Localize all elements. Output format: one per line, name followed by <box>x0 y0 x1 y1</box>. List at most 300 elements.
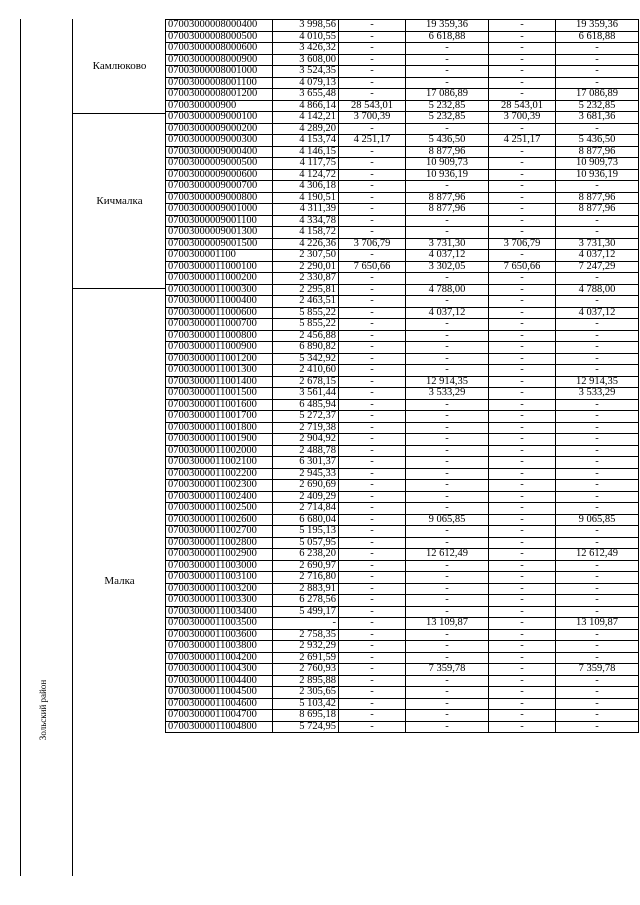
value-cell: - <box>406 66 489 78</box>
value-cell: - <box>406 227 489 239</box>
value-cell: - <box>339 572 406 584</box>
value-cell: - <box>489 43 556 55</box>
value-cell: - <box>556 560 639 572</box>
cadastral-code-cell: 07003000011001300 <box>166 365 273 377</box>
value-cell: - <box>556 54 639 66</box>
cadastral-code-cell: 07003000011002000 <box>166 445 273 457</box>
cadastral-code-cell: 07003000011000200 <box>166 273 273 285</box>
value-cell: 2 488,78 <box>273 445 339 457</box>
value-cell: 4 153,74 <box>273 135 339 147</box>
value-cell: 6 278,56 <box>273 595 339 607</box>
value-cell: - <box>339 158 406 170</box>
value-cell: - <box>489 146 556 158</box>
value-cell: 4 037,12 <box>556 250 639 262</box>
table-row <box>166 43 639 55</box>
value-cell: 4 037,12 <box>406 307 489 319</box>
table-row <box>166 135 639 147</box>
value-cell: 3 700,39 <box>339 112 406 124</box>
value-cell: - <box>406 595 489 607</box>
value-cell: - <box>556 595 639 607</box>
cadastral-code-cell: 07003000011000900 <box>166 342 273 354</box>
value-cell: 6 680,04 <box>273 514 339 526</box>
cadastral-code-cell: 07003000009000200 <box>166 123 273 135</box>
value-cell: 4 866,14 <box>273 100 339 112</box>
value-cell: - <box>339 77 406 89</box>
value-cell: 4 251,17 <box>489 135 556 147</box>
value-cell: - <box>339 595 406 607</box>
value-cell: - <box>339 388 406 400</box>
value-cell: 5 057,95 <box>273 537 339 549</box>
table-row <box>166 353 639 365</box>
value-cell: 7 359,78 <box>406 664 489 676</box>
value-cell: - <box>339 457 406 469</box>
cadastral-code-cell: 07003000011002700 <box>166 526 273 538</box>
value-cell: - <box>556 181 639 193</box>
cadastral-code-cell: 07003000011002600 <box>166 514 273 526</box>
value-cell: 13 109,87 <box>406 618 489 630</box>
value-cell: 12 914,35 <box>406 376 489 388</box>
value-cell: - <box>489 641 556 653</box>
value-cell: - <box>339 583 406 595</box>
value-cell: 4 226,36 <box>273 238 339 250</box>
value-cell: - <box>339 434 406 446</box>
value-cell: 4 124,72 <box>273 169 339 181</box>
value-cell: 9 065,85 <box>406 514 489 526</box>
value-cell: - <box>556 687 639 699</box>
table-row <box>166 629 639 641</box>
value-cell: - <box>556 721 639 733</box>
value-cell: - <box>406 537 489 549</box>
value-cell: 2 716,80 <box>273 572 339 584</box>
value-cell: - <box>556 330 639 342</box>
value-cell: - <box>339 20 406 32</box>
value-cell: 10 909,73 <box>556 158 639 170</box>
value-cell: - <box>406 342 489 354</box>
value-cell: 5 724,95 <box>273 721 339 733</box>
table-row <box>166 457 639 469</box>
value-cell: - <box>489 169 556 181</box>
value-cell: 5 855,22 <box>273 319 339 331</box>
value-cell: - <box>489 434 556 446</box>
table-row <box>166 606 639 618</box>
table-row <box>166 181 639 193</box>
value-cell: - <box>556 399 639 411</box>
cadastral-code-cell: 07003000011001500 <box>166 388 273 400</box>
value-cell: 2 895,88 <box>273 675 339 687</box>
value-cell: 4 788,00 <box>556 284 639 296</box>
value-cell: 5 232,85 <box>556 100 639 112</box>
value-cell: - <box>489 353 556 365</box>
value-cell: - <box>339 146 406 158</box>
cadastral-code-cell: 07003000011003000 <box>166 560 273 572</box>
cadastral-code-cell: 07003000011002300 <box>166 480 273 492</box>
value-cell: - <box>556 434 639 446</box>
table-row <box>166 618 639 630</box>
value-cell: - <box>273 618 339 630</box>
table-row <box>166 238 639 250</box>
data-table <box>165 19 639 733</box>
value-cell: 2 690,69 <box>273 480 339 492</box>
value-cell: 3 426,32 <box>273 43 339 55</box>
value-cell: 2 290,01 <box>273 261 339 273</box>
value-cell: - <box>406 572 489 584</box>
value-cell: - <box>489 330 556 342</box>
value-cell: - <box>556 422 639 434</box>
table-row <box>166 388 639 400</box>
value-cell: - <box>339 618 406 630</box>
value-cell: - <box>406 457 489 469</box>
value-cell: - <box>339 675 406 687</box>
table-row <box>166 583 639 595</box>
value-cell: - <box>406 319 489 331</box>
value-cell: - <box>489 526 556 538</box>
value-cell: - <box>489 503 556 515</box>
value-cell: 19 359,36 <box>406 20 489 32</box>
value-cell: 2 691,59 <box>273 652 339 664</box>
value-cell: - <box>556 43 639 55</box>
value-cell: 3 533,29 <box>556 388 639 400</box>
table-row <box>166 445 639 457</box>
value-cell: - <box>339 698 406 710</box>
value-cell: - <box>489 583 556 595</box>
value-cell: - <box>489 480 556 492</box>
table-row <box>166 526 639 538</box>
table-row <box>166 376 639 388</box>
value-cell: 5 195,13 <box>273 526 339 538</box>
table-row <box>166 123 639 135</box>
value-cell: 8 695,18 <box>273 710 339 722</box>
table-row <box>166 698 639 710</box>
value-cell: 2 456,88 <box>273 330 339 342</box>
value-cell: 7 650,66 <box>489 261 556 273</box>
cadastral-code-cell: 07003000011004400 <box>166 675 273 687</box>
value-cell: - <box>339 560 406 572</box>
value-cell: 8 877,96 <box>406 146 489 158</box>
cadastral-code-cell: 07003000009001000 <box>166 204 273 216</box>
table-row <box>166 342 639 354</box>
value-cell: - <box>556 445 639 457</box>
value-cell: - <box>339 526 406 538</box>
value-cell: - <box>489 491 556 503</box>
value-cell: - <box>556 227 639 239</box>
value-cell: 4 010,55 <box>273 31 339 43</box>
value-cell: 6 618,88 <box>556 31 639 43</box>
value-cell: - <box>339 491 406 503</box>
value-cell: 2 719,38 <box>273 422 339 434</box>
value-cell: - <box>489 89 556 101</box>
value-cell: 4 117,75 <box>273 158 339 170</box>
district-label <box>33 640 53 780</box>
value-cell: 2 945,33 <box>273 468 339 480</box>
value-cell: - <box>339 721 406 733</box>
cadastral-code-cell: 07003000009000700 <box>166 181 273 193</box>
value-cell: - <box>339 710 406 722</box>
value-cell: 12 612,49 <box>406 549 489 561</box>
value-cell: 5 436,50 <box>406 135 489 147</box>
value-cell: - <box>489 468 556 480</box>
value-cell: 3 302,05 <box>406 261 489 273</box>
value-cell: - <box>339 204 406 216</box>
value-cell: 4 037,12 <box>556 307 639 319</box>
value-cell: - <box>489 192 556 204</box>
value-cell: 2 678,15 <box>273 376 339 388</box>
cadastral-code-cell: 07003000009000100 <box>166 112 273 124</box>
value-cell: 2 463,51 <box>273 296 339 308</box>
value-cell: 10 936,19 <box>406 169 489 181</box>
value-cell: 9 065,85 <box>556 514 639 526</box>
value-cell: 2 883,91 <box>273 583 339 595</box>
value-cell: - <box>339 43 406 55</box>
cadastral-code-cell: 07003000009000800 <box>166 192 273 204</box>
value-cell: - <box>339 66 406 78</box>
value-cell: 8 877,96 <box>406 204 489 216</box>
value-cell: 4 788,00 <box>406 284 489 296</box>
value-cell: - <box>339 296 406 308</box>
cadastral-code-cell: 07003000009000600 <box>166 169 273 181</box>
table-row <box>166 261 639 273</box>
cadastral-code-cell: 07003000008000500 <box>166 31 273 43</box>
value-cell: - <box>556 66 639 78</box>
value-cell: 8 877,96 <box>406 192 489 204</box>
value-cell: - <box>489 227 556 239</box>
value-cell: - <box>556 319 639 331</box>
cadastral-code-cell: 07003000011004600 <box>166 698 273 710</box>
cadastral-code-cell: 07003000011001900 <box>166 434 273 446</box>
value-cell: - <box>339 445 406 457</box>
table-row <box>166 652 639 664</box>
value-cell: - <box>556 606 639 618</box>
table-row <box>166 192 639 204</box>
table-row <box>166 399 639 411</box>
value-cell: - <box>556 526 639 538</box>
table-row <box>166 250 639 262</box>
table-row <box>166 664 639 676</box>
value-cell: - <box>406 583 489 595</box>
value-cell: - <box>406 330 489 342</box>
value-cell: - <box>339 664 406 676</box>
value-cell: - <box>406 675 489 687</box>
value-cell: 28 543,01 <box>339 100 406 112</box>
value-cell: 4 037,12 <box>406 250 489 262</box>
value-cell: - <box>339 641 406 653</box>
table-row <box>166 66 639 78</box>
value-cell: - <box>339 54 406 66</box>
value-cell: - <box>339 537 406 549</box>
value-cell: - <box>489 273 556 285</box>
value-cell: - <box>489 560 556 572</box>
table-row <box>166 365 639 377</box>
value-cell: 3 706,79 <box>339 238 406 250</box>
cadastral-code-cell: 07003000011004800 <box>166 721 273 733</box>
value-cell: 2 330,87 <box>273 273 339 285</box>
cadastral-code-cell: 07003000011003800 <box>166 641 273 653</box>
value-cell: - <box>489 687 556 699</box>
table-row <box>166 319 639 331</box>
value-cell: 8 877,96 <box>556 146 639 158</box>
cadastral-code-cell: 07003000008001100 <box>166 77 273 89</box>
value-cell: - <box>406 641 489 653</box>
value-cell: - <box>339 273 406 285</box>
table-row <box>166 284 639 296</box>
value-cell: - <box>489 399 556 411</box>
value-cell: - <box>556 123 639 135</box>
value-cell: - <box>489 181 556 193</box>
cadastral-code-cell: 07003000008000400 <box>166 20 273 32</box>
value-cell: - <box>339 376 406 388</box>
value-cell: - <box>489 284 556 296</box>
table-row <box>166 169 639 181</box>
table-row <box>166 675 639 687</box>
value-cell: 2 714,84 <box>273 503 339 515</box>
value-cell: - <box>406 399 489 411</box>
value-cell: - <box>339 629 406 641</box>
value-cell: 2 409,29 <box>273 491 339 503</box>
table-row <box>166 422 639 434</box>
value-cell: - <box>339 169 406 181</box>
left-border-line <box>20 19 21 876</box>
table-row <box>166 491 639 503</box>
value-cell: - <box>556 353 639 365</box>
value-cell: - <box>406 353 489 365</box>
value-cell: 5 499,17 <box>273 606 339 618</box>
table-row <box>166 31 639 43</box>
value-cell: 2 295,81 <box>273 284 339 296</box>
cadastral-code-cell: 07003000011001600 <box>166 399 273 411</box>
table-row <box>166 77 639 89</box>
table-row <box>166 20 639 32</box>
value-cell: - <box>339 652 406 664</box>
cadastral-code-cell: 07003000011001200 <box>166 353 273 365</box>
value-cell: 4 311,39 <box>273 204 339 216</box>
value-cell: - <box>339 422 406 434</box>
cadastral-code-cell: 07003000008000900 <box>166 54 273 66</box>
cadastral-code-cell: 07003000011000400 <box>166 296 273 308</box>
value-cell: - <box>489 250 556 262</box>
value-cell: - <box>489 422 556 434</box>
value-cell: - <box>489 54 556 66</box>
value-cell: 4 289,20 <box>273 123 339 135</box>
value-cell: 3 700,39 <box>489 112 556 124</box>
value-cell: 7 247,29 <box>556 261 639 273</box>
value-cell: - <box>489 618 556 630</box>
value-cell: 6 238,20 <box>273 549 339 561</box>
value-cell: 3 533,29 <box>406 388 489 400</box>
cadastral-code-cell: 0700300000900 <box>166 100 273 112</box>
value-cell: - <box>339 227 406 239</box>
value-cell: - <box>406 422 489 434</box>
value-cell: - <box>489 664 556 676</box>
value-cell: - <box>489 721 556 733</box>
table-row <box>166 595 639 607</box>
value-cell: - <box>406 606 489 618</box>
value-cell: - <box>339 123 406 135</box>
table-row <box>166 307 639 319</box>
value-cell: 5 103,42 <box>273 698 339 710</box>
value-cell: - <box>339 353 406 365</box>
cadastral-code-cell: 07003000011002400 <box>166 491 273 503</box>
value-cell: 4 142,21 <box>273 112 339 124</box>
cadastral-code-cell: 07003000011003300 <box>166 595 273 607</box>
value-cell: - <box>406 652 489 664</box>
cadastral-code-cell: 07003000011004700 <box>166 710 273 722</box>
cadastral-code-cell: 07003000011002100 <box>166 457 273 469</box>
cadastral-code-cell: 07003000011001400 <box>166 376 273 388</box>
cadastral-code-cell: 07003000011002900 <box>166 549 273 561</box>
table-row <box>166 411 639 423</box>
value-cell: - <box>406 687 489 699</box>
value-cell: 2 690,97 <box>273 560 339 572</box>
value-cell: - <box>489 307 556 319</box>
value-cell: - <box>489 572 556 584</box>
value-cell: - <box>556 537 639 549</box>
value-cell: 7 650,66 <box>339 261 406 273</box>
value-cell: - <box>556 710 639 722</box>
cadastral-code-cell: 07003000011003100 <box>166 572 273 584</box>
value-cell: 2 760,93 <box>273 664 339 676</box>
value-cell: 3 561,44 <box>273 388 339 400</box>
table-row <box>166 710 639 722</box>
value-cell: - <box>406 123 489 135</box>
value-cell: - <box>489 296 556 308</box>
value-cell: - <box>406 445 489 457</box>
value-cell: - <box>406 698 489 710</box>
cadastral-code-cell: 07003000008000600 <box>166 43 273 55</box>
value-cell: - <box>489 31 556 43</box>
value-cell: - <box>406 215 489 227</box>
value-cell: - <box>489 606 556 618</box>
value-cell: - <box>489 710 556 722</box>
table-row <box>166 89 639 101</box>
value-cell: 4 251,17 <box>339 135 406 147</box>
value-cell: - <box>339 503 406 515</box>
table-row <box>166 100 639 112</box>
value-cell: - <box>489 215 556 227</box>
value-cell: - <box>406 181 489 193</box>
value-cell: 10 936,19 <box>556 169 639 181</box>
value-cell: - <box>406 273 489 285</box>
table-row <box>166 146 639 158</box>
cadastral-code-cell: 07003000011000800 <box>166 330 273 342</box>
value-cell: - <box>489 549 556 561</box>
value-cell: - <box>489 376 556 388</box>
table-row <box>166 560 639 572</box>
value-cell: - <box>489 388 556 400</box>
value-cell: - <box>339 687 406 699</box>
value-cell: 3 524,35 <box>273 66 339 78</box>
cadastral-code-cell: 07003000008001200 <box>166 89 273 101</box>
cadastral-code-cell: 07003000011004300 <box>166 664 273 676</box>
value-cell: - <box>406 365 489 377</box>
value-cell: 4 306,18 <box>273 181 339 193</box>
cadastral-code-cell: 07003000011000100 <box>166 261 273 273</box>
value-cell: - <box>556 273 639 285</box>
cadastral-code-cell: 07003000009000400 <box>166 146 273 158</box>
table-row <box>166 54 639 66</box>
value-cell: - <box>339 89 406 101</box>
value-cell: 5 855,22 <box>273 307 339 319</box>
value-cell: - <box>406 503 489 515</box>
table-row <box>166 721 639 733</box>
table-row <box>166 112 639 124</box>
value-cell: 2 410,60 <box>273 365 339 377</box>
value-cell: 3 655,48 <box>273 89 339 101</box>
value-cell: - <box>489 20 556 32</box>
value-cell: - <box>489 595 556 607</box>
table-row <box>166 215 639 227</box>
value-cell: - <box>406 629 489 641</box>
value-cell: - <box>339 606 406 618</box>
table-row <box>166 468 639 480</box>
